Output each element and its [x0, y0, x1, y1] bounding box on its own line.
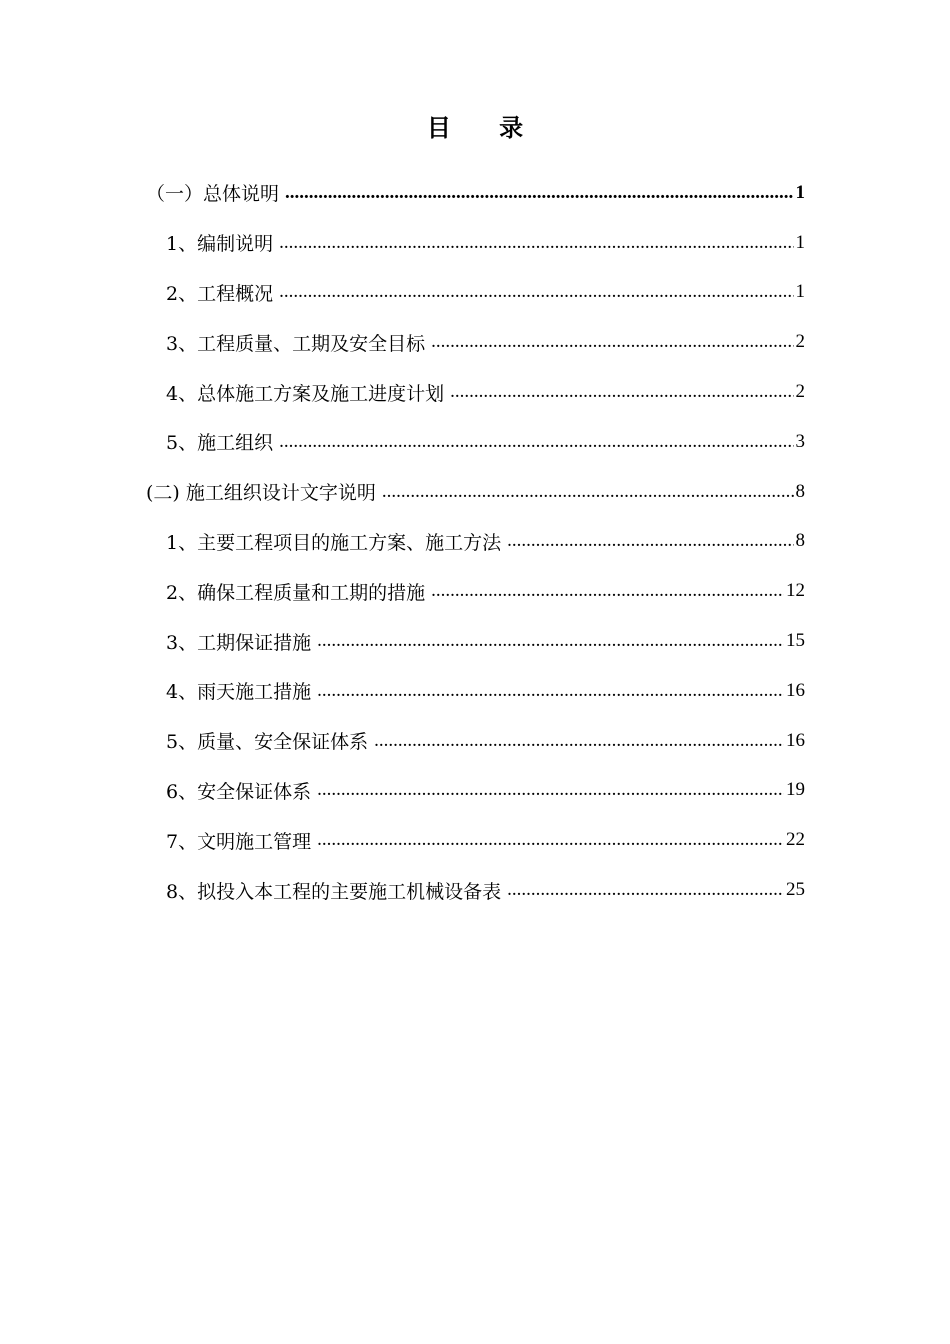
toc-page-number: 2	[795, 331, 805, 353]
toc-entry-label: (二) 施工组织设计文字说明	[146, 482, 376, 505]
toc-dot-leader	[507, 879, 784, 901]
toc-entry[interactable]	[0, 467, 950, 517]
toc-dot-leader	[450, 381, 793, 403]
toc-entry-label: 3、工程质量、工期及安全目标	[166, 332, 426, 355]
toc-page-number: 8	[795, 530, 805, 552]
toc-entry[interactable]	[0, 367, 950, 417]
toc-entry[interactable]	[0, 666, 950, 716]
toc-page-number: 19	[786, 779, 805, 801]
toc-dot-leader	[279, 431, 793, 453]
toc-page-number: 16	[786, 729, 805, 751]
toc-dot-leader	[317, 829, 784, 851]
toc-dot-leader	[317, 630, 784, 652]
toc-dot-leader	[374, 730, 784, 752]
toc-entry-label: 2、工程概况	[166, 282, 274, 305]
toc-entry[interactable]	[0, 317, 950, 367]
toc-entry-label: 8、拟投入本工程的主要施工机械设备表	[166, 880, 502, 903]
toc-page-number: 22	[786, 829, 805, 851]
toc-dot-leader	[279, 232, 793, 254]
toc-dot-leader	[317, 680, 784, 702]
toc-entry-label: 7、文明施工管理	[166, 830, 312, 853]
toc-page-number: 12	[786, 580, 805, 602]
toc-entry-label: 1、编制说明	[166, 233, 274, 256]
toc-entry[interactable]	[0, 168, 950, 218]
toc-entry[interactable]	[0, 865, 950, 915]
toc-entry[interactable]	[0, 616, 950, 666]
toc-page-number: 1	[795, 231, 805, 253]
toc-title: 目 录	[426, 113, 544, 142]
toc-page-number: 25	[786, 879, 805, 901]
toc-entry-label: 6、安全保证体系	[166, 780, 312, 803]
toc-dot-leader	[382, 481, 794, 503]
toc-entry[interactable]	[0, 566, 950, 616]
toc-entry[interactable]	[0, 268, 950, 318]
toc-page-number: 1	[795, 281, 805, 303]
toc-page-number: 15	[786, 630, 805, 652]
toc-entry-label: 5、施工组织	[166, 432, 274, 455]
toc-dot-leader	[431, 580, 784, 602]
table-of-contents	[0, 168, 950, 915]
toc-page-number: 3	[795, 430, 805, 452]
toc-entry-label: 5、质量、安全保证体系	[166, 731, 369, 754]
toc-entry[interactable]	[0, 218, 950, 268]
toc-entry-label: 4、总体施工方案及施工进度计划	[166, 382, 445, 405]
toc-entry-label: 4、雨天施工措施	[166, 681, 312, 704]
toc-dot-leader	[279, 281, 793, 303]
toc-entry-label: 3、工期保证措施	[166, 631, 312, 654]
toc-entry[interactable]	[0, 766, 950, 816]
toc-dot-leader	[507, 530, 793, 552]
toc-entry[interactable]	[0, 716, 950, 766]
toc-entry-label: 2、确保工程质量和工期的措施	[166, 581, 426, 604]
toc-dot-leader	[431, 331, 793, 353]
toc-dot-leader	[285, 182, 793, 204]
toc-page-number: 1	[795, 181, 805, 203]
toc-page-number: 2	[795, 381, 805, 403]
toc-dot-leader	[317, 779, 784, 801]
toc-entry[interactable]	[0, 815, 950, 865]
toc-entry[interactable]	[0, 517, 950, 567]
toc-page-number: 8	[795, 480, 805, 502]
toc-entry-label: 1、主要工程项目的施工方案、施工方法	[166, 531, 502, 554]
toc-page-number: 16	[786, 679, 805, 701]
toc-entry-label: （一）总体说明	[146, 183, 280, 206]
toc-entry[interactable]	[0, 417, 950, 467]
